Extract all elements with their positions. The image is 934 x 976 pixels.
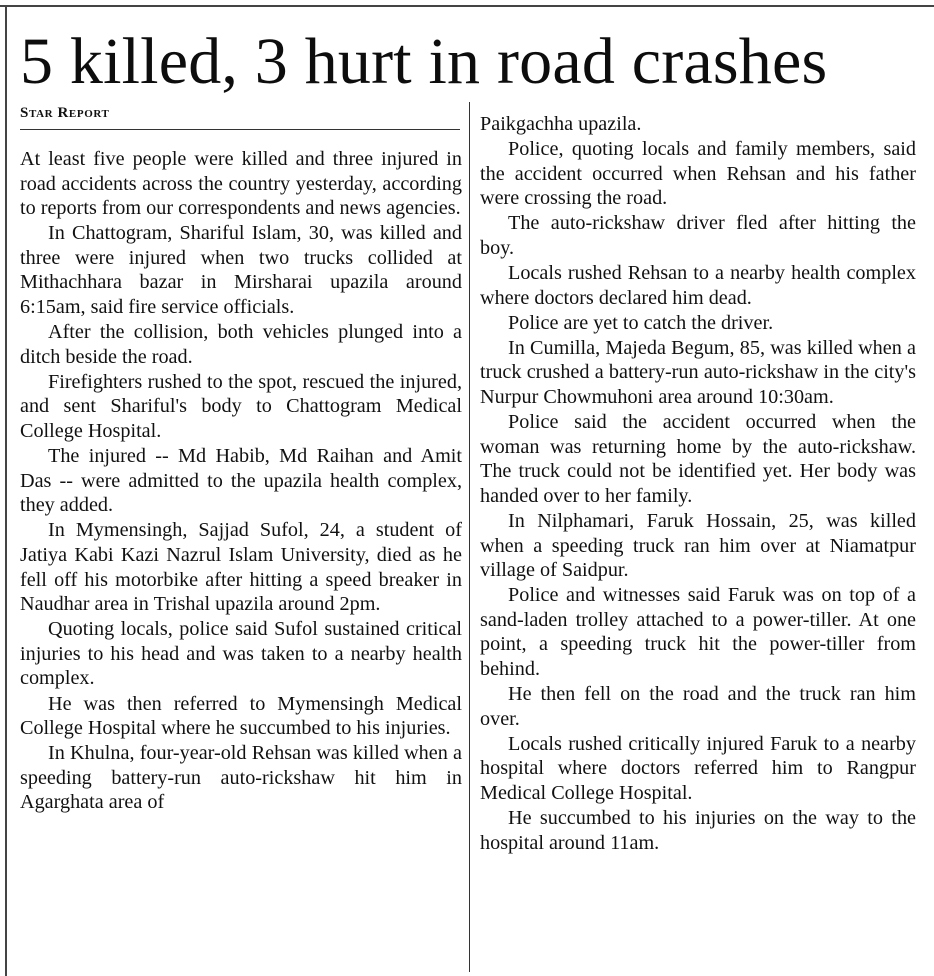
paragraph: At least five people were killed and three injured in road accidents across the country yesterday, according to reports from our correspondents and news agencies. — [20, 148, 462, 220]
paragraph: After the collision, both vehicles plunged into a ditch beside the road. — [20, 321, 462, 368]
paragraph: In Chattogram, Shariful Islam, 30, was killed and three were injured when two trucks collided at Mithachhara bazar in Mirsharai upazila around 6:15am, said fire service officials. — [20, 222, 462, 319]
article-column-right — [480, 112, 916, 855]
paragraph: He succumbed to his injuries on the way to the hospital around 11am. — [480, 807, 916, 854]
paragraph: Firefighters rushed to the spot, rescued the injured, and sent Shariful's body to Chattogram Medical College Hospital. — [20, 370, 462, 443]
paragraph: In Nilphamari, Faruk Hossain, 25, was killed when a speeding truck ran him over at Niamatpur village of Saidpur. — [480, 510, 916, 582]
paragraph: Police are yet to catch the driver. — [508, 311, 774, 334]
paragraph: In Mymensingh, Sajjad Sufol, 24, a student of Jatiya Kabi Kazi Nazrul Islam University, died as he fell off his motorbike after hitting a speed breaker in Naudhar area in Trishal upazila around 2pm. — [20, 519, 462, 616]
paragraph: He then fell on the road and the truck ran him over. — [480, 683, 916, 730]
paragraph: Police, quoting locals and family members, said the accident occurred when Rehsan and his father were crossing the road. — [480, 138, 916, 210]
article-headline: 5 killed, 3 hurt in road crashes — [20, 25, 828, 98]
paragraph: He was then referred to Mymensingh Medical College Hospital where he succumbed to his injuries. — [20, 692, 462, 740]
paragraph: Locals rushed Rehsan to a nearby health complex where doctors declared him dead. — [480, 262, 916, 309]
paragraph: Paikgachha upazila. — [480, 113, 642, 135]
paragraph: The injured -- Md Habib, Md Raihan and Amit Das -- were admitted to the upazila health complex, they added. — [20, 445, 462, 517]
paragraph: Locals rushed critically injured Faruk to a nearby hospital where doctors referred him to Rangpur Medical College Hospital. — [480, 732, 916, 805]
article-byline: Star Report — [20, 105, 460, 130]
paragraph: In Cumilla, Majeda Begum, 85, was killed when a truck crushed a battery-run auto-rickshaw in the city's Nurpur Chowmuhoni area around 10:30am. — [480, 336, 916, 409]
paragraph: Police said the accident occurred when the woman was returning home by the auto-rickshaw. The truck could not be identified yet. Her body was handed over to her family. — [480, 411, 916, 507]
column-divider — [469, 102, 470, 972]
paragraph: Police and witnesses said Faruk was on top of a sand-laden trolley attached to a power-tiller. At one point, a speeding truck hit the power-tiller from behind. — [480, 584, 916, 681]
frame-left-border — [5, 5, 7, 976]
paragraph: Quoting locals, police said Sufol sustained critical injuries to his head and was taken to a nearby health complex. — [20, 618, 462, 690]
frame-top-border — [0, 5, 934, 7]
article-column-left — [20, 147, 462, 815]
paragraph: In Khulna, four-year-old Rehsan was killed when a speeding battery-run auto-rickshaw hit him in Agarghata area of — [20, 742, 462, 814]
paragraph: The auto-rickshaw driver fled after hitting the boy. — [480, 212, 916, 259]
